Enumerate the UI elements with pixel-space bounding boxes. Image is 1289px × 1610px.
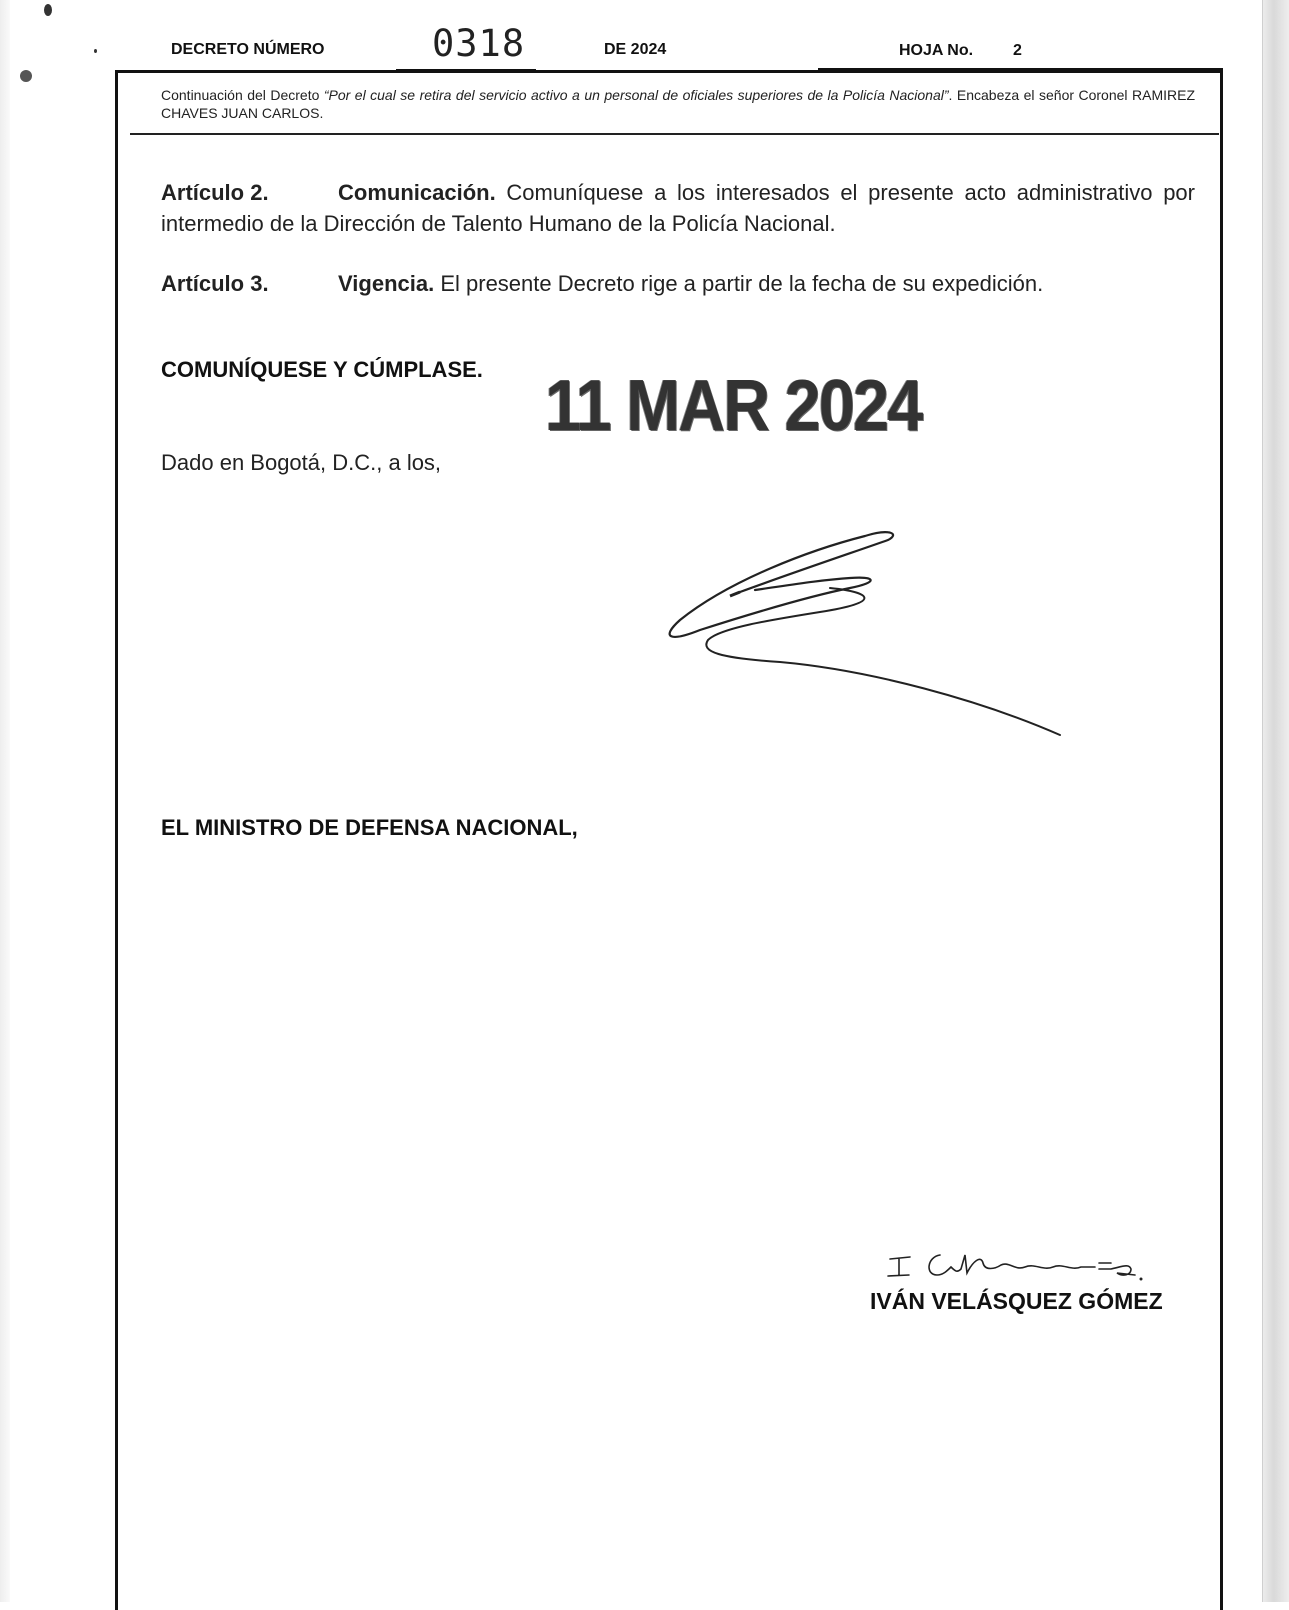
continuation-prefix: Continuación del Decreto	[161, 87, 324, 103]
given-in-text: Dado en Bogotá, D.C., a los,	[161, 450, 442, 475]
decree-number: 0318	[432, 22, 526, 65]
article-number: Artículo 3.	[161, 271, 269, 296]
scan-speck	[94, 49, 97, 53]
scan-speck	[20, 70, 32, 82]
date-stamp: 11 MAR 2024	[545, 366, 922, 446]
article-2	[161, 177, 1195, 239]
scan-right-edge	[1262, 0, 1289, 1602]
article-text: Comuníquese a los interesados el presente acto administrativo por intermedio de la Dirección de Talento Humano de la Policía Nacional.	[161, 180, 1195, 236]
continuation-rule	[130, 133, 1219, 135]
minister-title: EL MINISTRO DE DEFENSA NACIONAL,	[161, 815, 578, 840]
signer-name: IVÁN VELÁSQUEZ GÓMEZ	[870, 1288, 1163, 1314]
continuation-suffix: . Encabeza el señor Coronel RAMIREZ CHAVES JUAN CARLOS.	[161, 87, 1195, 121]
article-3	[161, 268, 1195, 299]
handwritten-signature-main	[660, 530, 1100, 760]
continuation-text	[161, 86, 1195, 122]
closing-formula: COMUNÍQUESE Y CÚMPLASE.	[161, 357, 483, 382]
scan-speck	[44, 4, 52, 16]
article-text: El presente Decreto rige a partir de la fecha de su expedición.	[440, 271, 1044, 296]
article-number: Artículo 2.	[161, 180, 269, 205]
article-title: Comunicación.	[338, 180, 496, 205]
decree-label: DECRETO NÚMERO	[171, 41, 325, 58]
scan-left-edge	[0, 0, 10, 1602]
continuation-title: “Por el cual se retira del servicio activo a un personal de oficiales superiores de la Policía Nacional”	[323, 87, 949, 103]
article-title: Vigencia.	[338, 271, 435, 296]
sheet-number: 2	[1013, 42, 1022, 59]
handwritten-signature-minister	[885, 1245, 1165, 1290]
decree-year: DE 2024	[604, 41, 667, 58]
sheet-label: HOJA No.	[899, 42, 974, 59]
